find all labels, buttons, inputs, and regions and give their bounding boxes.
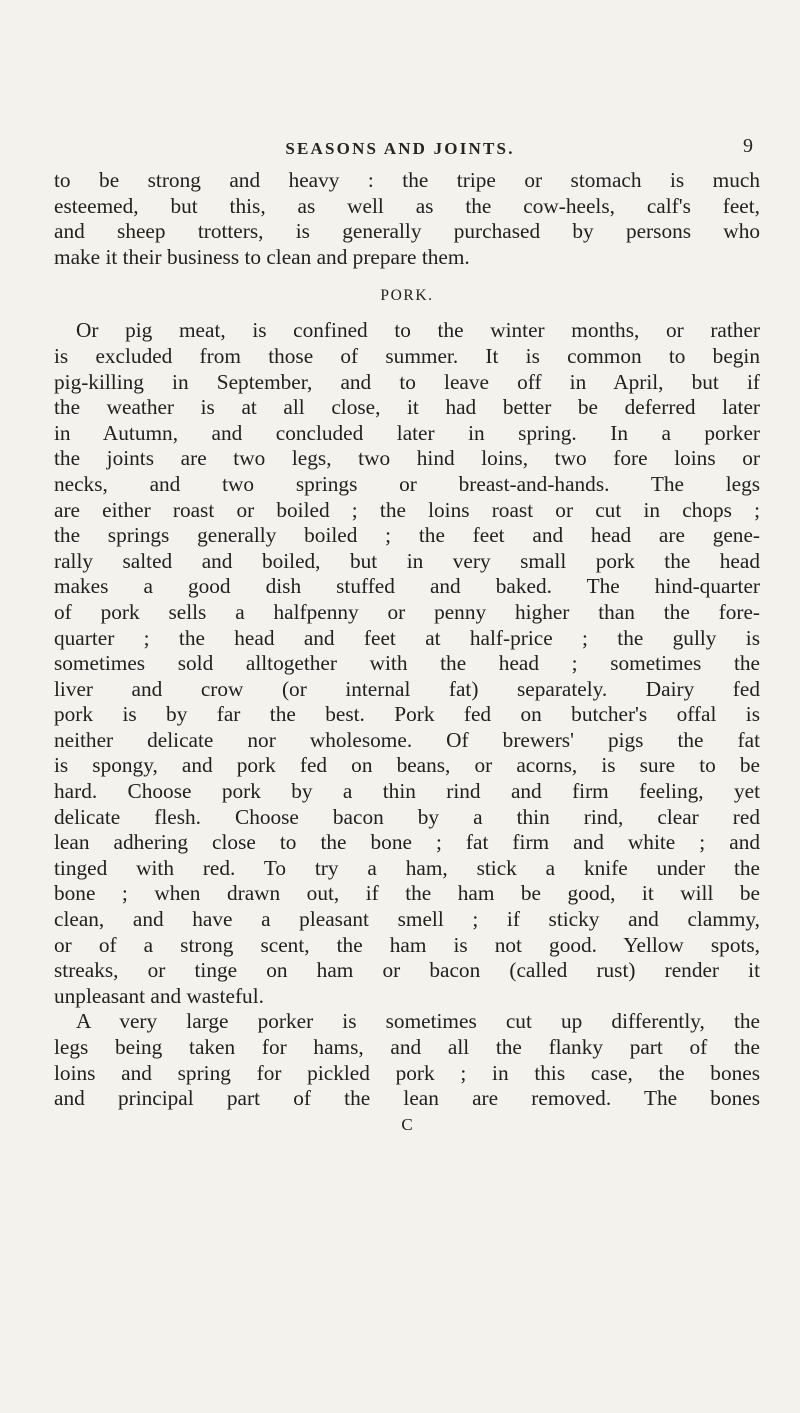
text-line: sometimes sold alltogether with the head ; sometimes the bbox=[54, 651, 760, 676]
text-line: clean, and have a pleasant smell ; if sticky and clammy, bbox=[54, 907, 760, 932]
text-line: A very large porker is sometimes cut up differently, the bbox=[76, 1009, 760, 1034]
text-line: streaks, or tinge on ham or bacon (called rust) render it bbox=[54, 958, 760, 983]
section-heading: PORK. bbox=[380, 287, 434, 305]
text-line: delicate flesh. Choose bacon by a thin rind, clear red bbox=[54, 804, 760, 829]
pork-paragraph bbox=[54, 318, 760, 1009]
text-line: the weather is at all close, it had better be deferred later bbox=[54, 395, 760, 420]
second-paragraph bbox=[54, 1009, 760, 1111]
text-line: necks, and two springs or breast-and-hands. The legs bbox=[54, 471, 760, 496]
text-line: pig-killing in September, and to leave off in April, but if bbox=[54, 369, 760, 394]
text-line: makes a good dish stuffed and baked. The hind-quarter bbox=[54, 574, 760, 599]
text-line: in Autumn, and concluded later in spring. In a porker bbox=[54, 420, 760, 445]
text-line: legs being taken for hams, and all the flanky part of the bbox=[54, 1035, 760, 1059]
text-line: neither delicate nor wholesome. Of brewers' pigs the fat bbox=[54, 727, 760, 752]
text-line: is excluded from those of summer. It is common to begin bbox=[54, 343, 760, 368]
running-head bbox=[0, 135, 800, 163]
text-line: the joints are two legs, two hind loins, two fore loins or bbox=[54, 446, 760, 471]
signature-mark: C bbox=[401, 1114, 413, 1134]
text-line: or of a strong scent, the ham is not good. Yellow spots, bbox=[54, 932, 760, 957]
text-line: and principal part of the lean are removed. The bones bbox=[54, 1086, 760, 1111]
text-line: of pork sells a halfpenny or penny higher than the fore- bbox=[54, 599, 760, 624]
text-line: are either roast or boiled ; the loins roast or cut in chops ; bbox=[54, 497, 760, 522]
text-line: to be strong and heavy : the tripe or stomach is much bbox=[54, 168, 760, 192]
text-line: and sheep trotters, is generally purchased by persons who bbox=[54, 219, 760, 244]
body-text bbox=[54, 168, 760, 1136]
text-line: liver and crow (or internal fat) separately. Dairy fed bbox=[54, 676, 760, 701]
text-line: Or pig meat, is confined to the winter months, or rather bbox=[76, 318, 760, 343]
text-line: make it their business to clean and prepare them. bbox=[54, 244, 470, 269]
opening-paragraph bbox=[54, 168, 760, 270]
text-line: hard. Choose pork by a thin rind and firm feeling, yet bbox=[54, 779, 760, 804]
page-number: 9 bbox=[743, 135, 753, 157]
text-line: tinged with red. To try a ham, stick a knife under the bbox=[54, 855, 760, 880]
text-line: bone ; when drawn out, if the ham be good, it will be bbox=[54, 881, 760, 906]
text-line: pork is by far the best. Pork fed on butcher's offal is bbox=[54, 702, 760, 727]
text-line: the springs generally boiled ; the feet and head are gene- bbox=[54, 523, 760, 548]
text-line: lean adhering close to the bone ; fat firm and white ; and bbox=[54, 830, 760, 855]
text-line: unpleasant and wasteful. bbox=[54, 983, 264, 1008]
text-line: esteemed, but this, as well as the cow-heels, calf's feet, bbox=[54, 193, 760, 218]
text-line: is spongy, and pork fed on beans, or acorns, is sure to be bbox=[54, 753, 760, 778]
running-title: SEASONS AND JOINTS. bbox=[285, 139, 515, 158]
text-line: rally salted and boiled, but in very small pork the head bbox=[54, 548, 760, 573]
text-line: quarter ; the head and feet at half-price ; the gully is bbox=[54, 625, 760, 650]
text-line: loins and spring for pickled pork ; in this case, the bones bbox=[54, 1060, 760, 1085]
